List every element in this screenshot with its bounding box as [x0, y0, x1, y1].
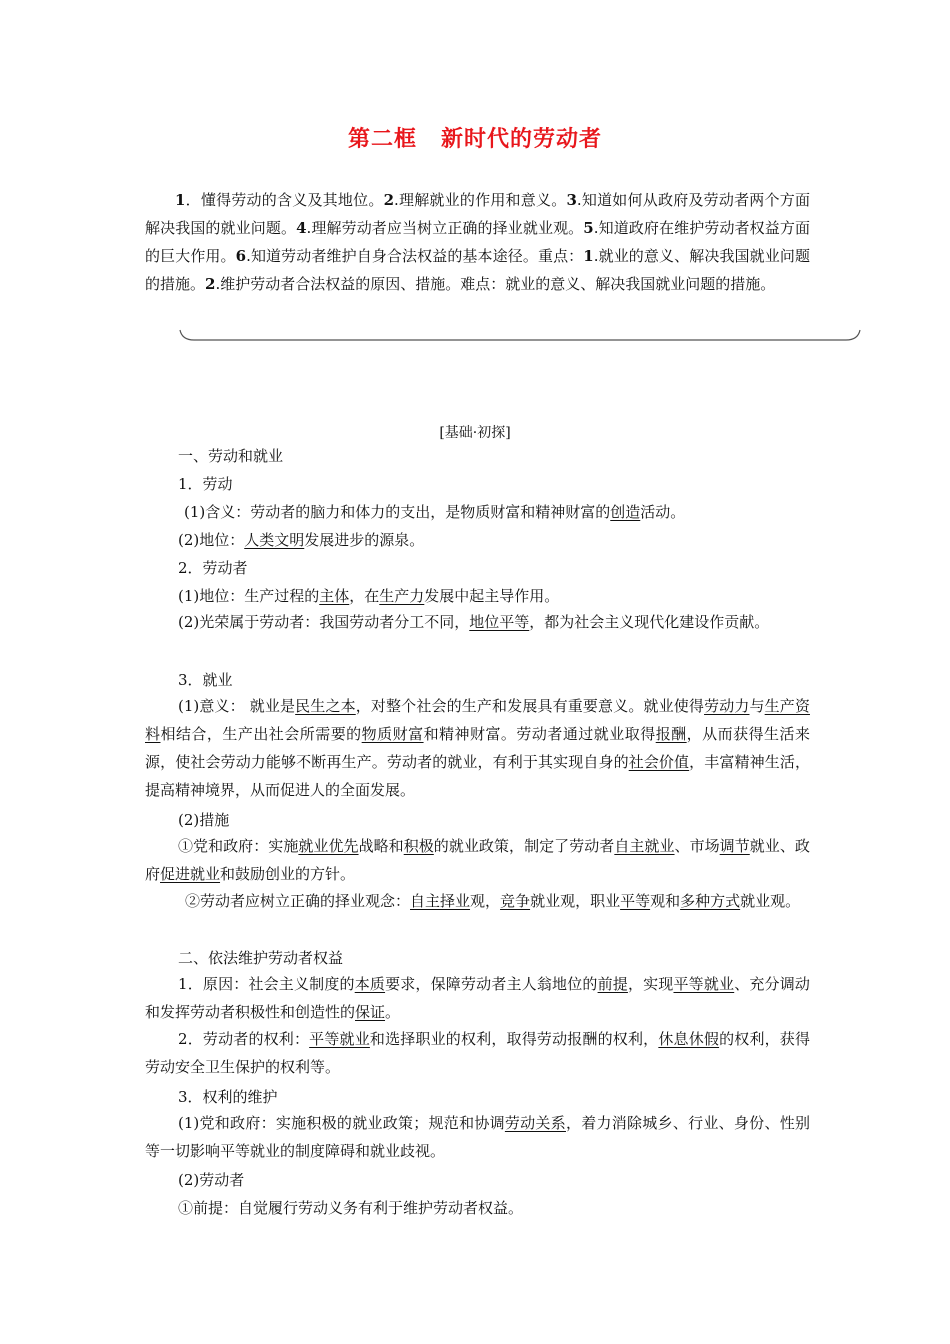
- underlined-keyword: 创造: [610, 503, 641, 521]
- page-title: [0, 122, 950, 153]
- text-segment: 的就业政策，制定了劳动者: [433, 837, 615, 855]
- laborer-rights: [145, 1025, 810, 1081]
- learning-goals: [145, 186, 810, 298]
- heading-labor: [178, 474, 233, 494]
- underlined-keyword: 休息休假: [658, 1030, 720, 1048]
- text-segment: ，实现: [627, 975, 674, 993]
- text-segment: 1．劳动: [178, 475, 233, 493]
- rights-reason: [145, 970, 810, 1026]
- text-segment: ，丰富精神生活，提高精神境界，从而促进人的全面发展。: [145, 753, 810, 799]
- text-segment: 1: [175, 191, 186, 209]
- text-segment: 观，: [470, 892, 501, 910]
- text-segment: .就业的意义、解决我国就业问题的措施。: [145, 247, 810, 293]
- text-segment: .知道政府在维护劳动者权益方面的巨大作用。: [145, 219, 810, 265]
- underlined-keyword: 主体: [319, 587, 350, 605]
- heading-rights-protection: [178, 948, 343, 968]
- text-segment: 发展中起主导作用。: [424, 587, 560, 605]
- text-segment: 6: [235, 247, 247, 265]
- text-segment: 就业观。: [740, 892, 801, 910]
- underlined-keyword: 促进就业: [160, 865, 221, 883]
- underlined-keyword: 本质: [354, 975, 386, 993]
- labor-status: [178, 530, 424, 550]
- text-segment: .理解就业的作用和意义。: [394, 191, 567, 209]
- text-segment: 2: [383, 191, 394, 209]
- text-segment: 观和: [650, 892, 681, 910]
- measures-laborer: [145, 887, 810, 915]
- text-segment: (1)地位：生产过程的: [178, 587, 320, 605]
- text-segment: 2．劳动者的权利：: [178, 1030, 310, 1048]
- title-part-1: 第二框: [347, 127, 417, 152]
- heading-employment: [178, 670, 233, 690]
- text-segment: 1: [583, 247, 594, 265]
- underlined-keyword: 平等就业: [309, 1030, 370, 1048]
- text-segment: ，从而获得生活来源，使社会劳动力能够不断再生产。劳动者的就业，有利于其实现自身的: [145, 725, 810, 771]
- labor-meaning: [184, 502, 685, 522]
- text-segment: 一、劳动和就业: [178, 447, 284, 465]
- text-segment: 3．就业: [178, 671, 233, 689]
- underlined-keyword: 竞争: [500, 892, 531, 910]
- text-segment: (1)意义： 就业是: [178, 697, 296, 715]
- underlined-keyword: 劳动力: [704, 697, 750, 715]
- section-label: [基础·初探]: [439, 425, 511, 441]
- underlined-keyword: 人类文明: [244, 531, 305, 549]
- text-segment: 活动。: [640, 503, 686, 521]
- underlined-keyword: 就业优先: [298, 837, 359, 855]
- text-segment: .维护劳动者合法权益的原因、措施。难点：就业的意义、解决我国就业问题的措施。: [215, 275, 776, 293]
- underlined-keyword: 劳动关系: [504, 1114, 566, 1132]
- text-segment: ，在: [349, 587, 380, 605]
- maintenance-government: [145, 1109, 810, 1165]
- goals-bracket: [178, 328, 862, 344]
- text-segment: 就业观，职业: [530, 892, 621, 910]
- underlined-keyword: 平等: [620, 892, 651, 910]
- heading-rights-maintenance: [178, 1087, 278, 1107]
- maintenance-premise: [178, 1198, 523, 1218]
- text-segment: 与: [749, 697, 765, 715]
- text-segment: (2)光荣属于劳动者：我国劳动者分工不同，: [178, 613, 470, 631]
- text-segment: .理解劳动者应当树立正确的择业就业观。: [306, 219, 584, 237]
- text-segment: 二、依法维护劳动者权益: [178, 949, 344, 967]
- text-segment: ①党和政府：实施: [178, 837, 299, 855]
- underlined-keyword: 生产力: [379, 587, 425, 605]
- text-segment: .知道劳动者维护自身合法权益的基本途径。重点：: [246, 247, 584, 265]
- employment-meaning: [145, 692, 810, 804]
- text-segment: 3: [566, 191, 577, 209]
- text-segment: ，着力消除城乡、行业、身份、性别等一切影响平等就业的制度障碍和就业歧视。: [145, 1114, 810, 1160]
- text-segment: ②劳动者应树立正确的择业观念：: [185, 892, 411, 910]
- maintenance-laborer: [178, 1170, 244, 1190]
- text-segment: 的权利，获得劳动安全卫生保护的权利等。: [145, 1030, 810, 1076]
- underlined-keyword: 调节: [719, 837, 750, 855]
- text-segment: 。: [385, 1003, 401, 1021]
- text-segment: 和精神财富。劳动者通过就业取得: [423, 725, 656, 743]
- text-segment: (1)党和政府：实施积极的就业政策；规范和协调: [178, 1114, 505, 1132]
- text-segment: 和选择职业的权利，取得劳动报酬的权利，: [369, 1030, 659, 1048]
- underlined-keyword: 平等就业: [673, 975, 735, 993]
- text-segment: ①前提：自觉履行劳动义务有利于维护劳动者权益。: [178, 1199, 524, 1217]
- text-segment: 3．权利的维护: [178, 1088, 278, 1106]
- text-segment: 2．劳动者: [178, 559, 248, 577]
- title-part-2: 新时代的劳动者: [441, 127, 603, 152]
- underlined-keyword: 自主择业: [410, 892, 471, 910]
- text-segment: 1．原因：社会主义制度的: [178, 975, 355, 993]
- heading-labor-employment: [178, 446, 283, 466]
- text-segment: 发展进步的源泉。: [304, 531, 425, 549]
- text-segment: 、市场: [674, 837, 720, 855]
- text-segment: (2)劳动者: [178, 1171, 245, 1189]
- underlined-keyword: 自主就业: [614, 837, 675, 855]
- text-segment: 4: [296, 219, 307, 237]
- text-segment: ．懂得劳动的含义及其地位。: [185, 191, 384, 209]
- text-segment: 5: [583, 219, 594, 237]
- text-segment: ，都为社会主义现代化建设作贡献。: [529, 613, 770, 631]
- text-segment: 战略和: [358, 837, 404, 855]
- text-segment: 和鼓励创业的方针。: [220, 865, 356, 883]
- underlined-keyword: 生产资料: [145, 697, 810, 743]
- text-segment: .知道如何从政府及劳动者两个方面解决我国的就业问题。: [145, 191, 810, 237]
- underlined-keyword: 保证: [355, 1003, 386, 1021]
- text-segment: 就业、政府: [145, 837, 810, 883]
- underlined-keyword: 前提: [597, 975, 628, 993]
- laborer-status: [178, 586, 559, 606]
- text-segment: 2: [205, 275, 216, 293]
- text-segment: 、充分调动和发挥劳动者积极性和创造性的: [145, 975, 810, 1021]
- laborer-glory: [145, 608, 810, 636]
- text-segment: (2)措施: [178, 811, 230, 829]
- text-segment: (2)地位：: [178, 531, 245, 549]
- underlined-keyword: 社会价值: [628, 753, 690, 771]
- underlined-keyword: 积极: [403, 837, 434, 855]
- heading-laborer: [178, 558, 248, 578]
- heading-measures: [178, 810, 229, 830]
- underlined-keyword: 多种方式: [680, 892, 741, 910]
- underlined-keyword: 报酬: [655, 725, 687, 743]
- underlined-keyword: 物质财富: [361, 725, 424, 743]
- underlined-keyword: 民生之本: [295, 697, 356, 715]
- text-segment: ，对整个社会的生产和发展具有重要意义。就业使得: [355, 697, 705, 715]
- text-segment: (1)含义：劳动者的脑力和体力的支出，是物质财富和精神财富的: [184, 503, 611, 521]
- underlined-keyword: 地位平等: [469, 613, 530, 631]
- text-segment: 相结合，生产出社会所需要的: [160, 725, 362, 743]
- text-segment: 要求，保障劳动者主人翁地位的: [385, 975, 598, 993]
- measures-party-government: [145, 832, 810, 888]
